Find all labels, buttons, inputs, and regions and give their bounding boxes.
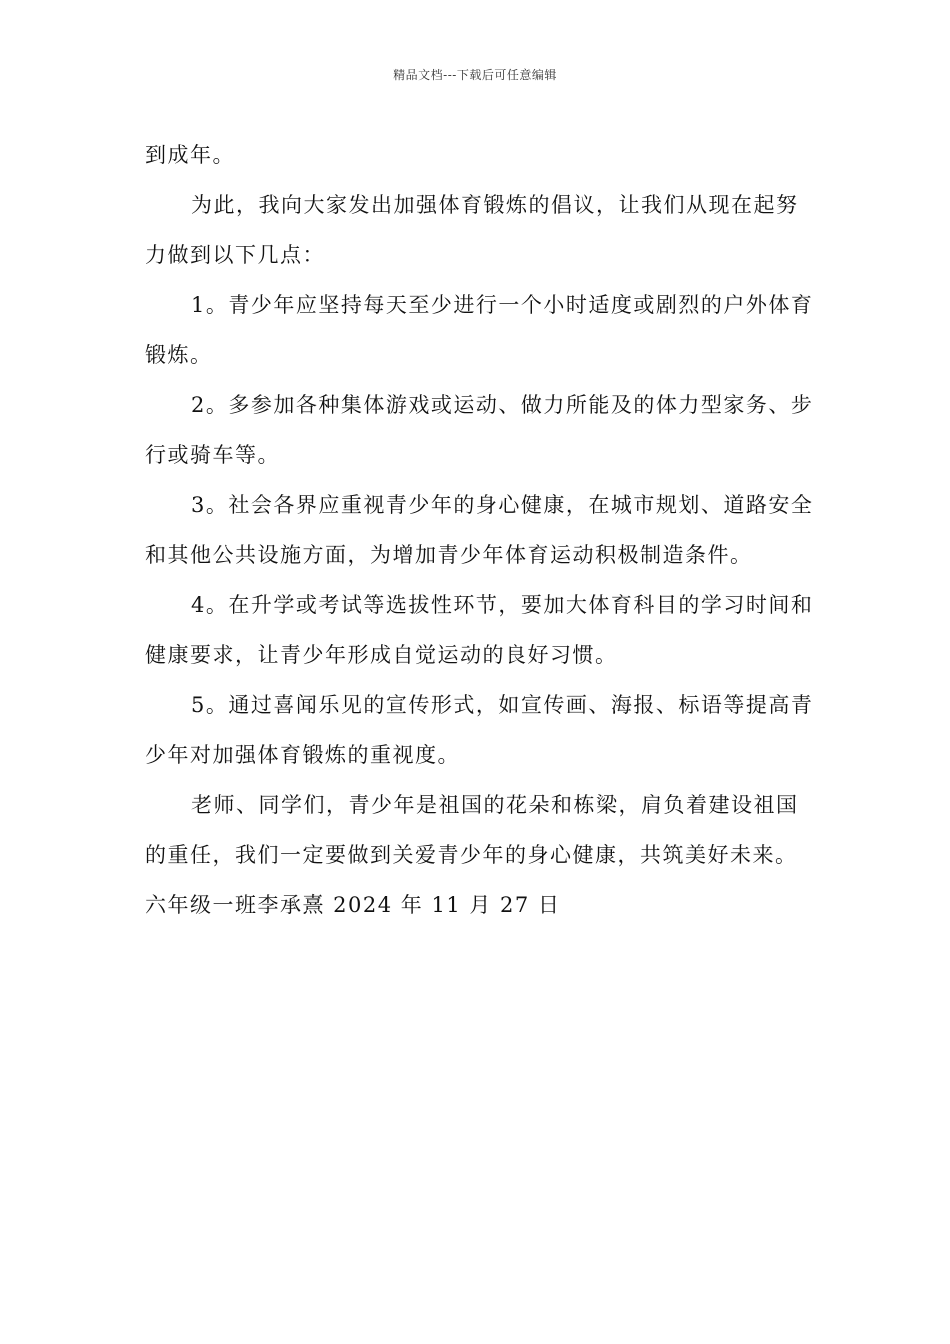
text-line: 锻炼。	[145, 343, 213, 367]
text-line: 的重任，我们一定要做到关爱青少年的身心健康，共筑美好未来。	[145, 843, 798, 867]
list-item-2: 2。多参加各种集体游戏或运动、做力所能及的体力型家务、步	[191, 393, 814, 417]
list-item-3: 3。社会各界应重视青少年的身心健康，在城市规划、道路安全	[191, 493, 814, 517]
text-line: 力做到以下几点：	[145, 243, 325, 267]
text-line: 到成年。	[145, 143, 235, 167]
paragraph-proposal: 为此，我向大家发出加强体育锻炼的倡议，让我们从现在起努	[191, 193, 799, 217]
closing-paragraph: 老师、同学们，青少年是祖国的花朵和栋梁，肩负着建设祖国	[191, 793, 799, 817]
list-item-4: 4。在升学或考试等选拔性环节，要加大体育科目的学习时间和	[191, 593, 814, 617]
text-line: 和其他公共设施方面，为增加青少年体育运动积极制造条件。	[145, 543, 753, 567]
signature-line: 六年级一班李承熹 2024 年 11 月 27 日	[145, 893, 561, 917]
text-line: 行或骑车等。	[145, 443, 280, 467]
text-line: 少年对加强体育锻炼的重视度。	[145, 743, 460, 767]
document-body	[145, 130, 814, 930]
text-line: 健康要求，让青少年形成自觉运动的良好习惯。	[145, 643, 618, 667]
list-item-1: 1。青少年应坚持每天至少进行一个小时适度或剧烈的户外体育	[191, 293, 814, 317]
page-header: 精品文档---下载后可任意编辑	[393, 68, 557, 82]
list-item-5: 5。通过喜闻乐见的宣传形式，如宣传画、海报、标语等提高青	[191, 693, 814, 717]
